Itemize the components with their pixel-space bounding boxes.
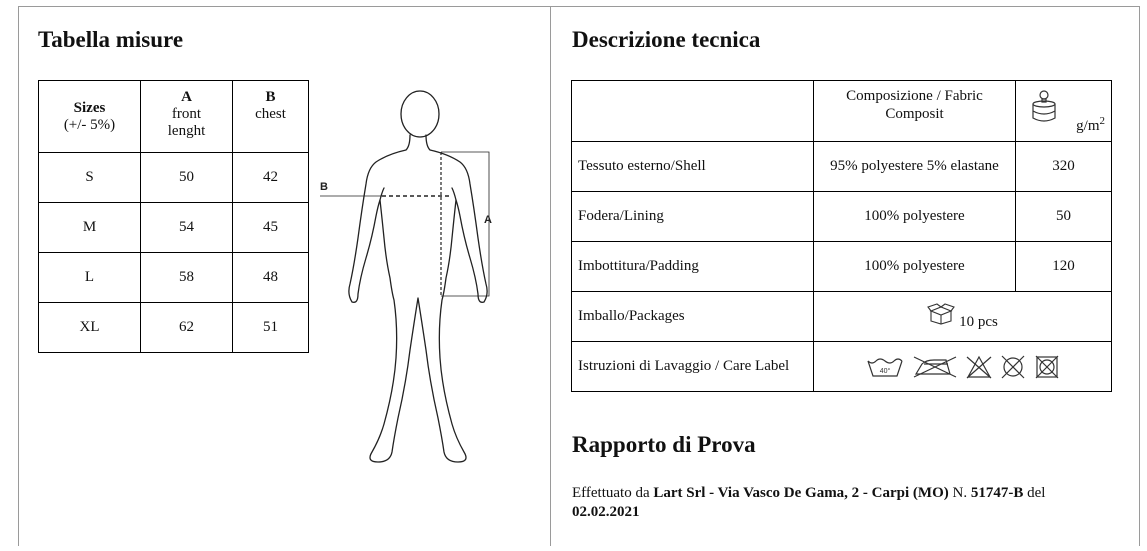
material-composition: 95% polyestere 5% elastane [814,142,1016,192]
no-bleach-icon [966,355,992,379]
care-icons-cell [814,342,1112,392]
material-composition: 100% polyestere [814,242,1016,292]
tech-table [571,80,1112,392]
table-row [572,142,1112,192]
front-length-cell: 62 [141,303,233,353]
packages-label: Imballo/Packages [572,292,814,342]
front-length-cell: 54 [141,203,233,253]
header-b-line1: chest [255,106,286,122]
table-row [39,253,309,303]
material-label: Fodera/Lining [572,192,814,242]
no-tumble-dry-icon [1034,355,1060,379]
report-text [572,484,1112,522]
svg-text:40°: 40° [879,367,890,375]
header-a-line2: lenght [167,123,206,139]
table-row [572,342,1112,392]
column-divider [550,6,551,546]
size-chart-title: Tabella misure [38,27,184,52]
size-cell: XL [39,303,141,353]
composition-header-line2: Composit [885,106,944,122]
chest-cell: 51 [233,303,309,353]
table-row [39,203,309,253]
body-measurement-figure [318,88,518,473]
report-prefix: Effettuato da [572,485,650,501]
measure-a-label: A [484,214,492,226]
material-composition: 100% polyestere [814,192,1016,242]
material-weight: 120 [1016,242,1112,292]
header-a-line1: front [171,106,202,122]
packages-value-cell [814,292,1112,342]
size-table [38,80,309,353]
table-row [572,192,1112,242]
weight-unit: $g/m^2$ [1076,115,1105,134]
front-length-cell: 50 [141,153,233,203]
material-label: Imbottitura/Padding [572,242,814,292]
report-number: 51747-B [970,485,1024,501]
table-row [39,303,309,353]
size-cell: M [39,203,141,253]
no-dry-clean-icon [1000,355,1026,379]
report-title: Rapporto di Prova [572,432,756,457]
tech-table-header [572,81,1112,142]
size-cell: S [39,153,141,203]
header-weight [1016,81,1112,142]
header-b-letter: B [265,89,276,105]
header-empty-cell [572,81,814,142]
report-date: 02.02.2021 [572,504,640,520]
packages-value: 10 pcs [959,314,998,330]
tech-description-title: Descrizione tecnica [572,27,761,52]
header-a [141,81,233,153]
report-number-prefix: N. [952,485,968,501]
measure-a-lines [441,152,489,296]
front-length-cell: 58 [141,253,233,303]
table-row [572,292,1112,342]
table-row [39,153,309,203]
report-date-prefix: del [1027,485,1046,501]
chest-cell: 45 [233,203,309,253]
material-weight: 50 [1016,192,1112,242]
material-label: Tessuto esterno/Shell [572,142,814,192]
care-label: Istruzioni di Lavaggio / Care Label [572,342,814,392]
chest-cell: 48 [233,253,309,303]
header-sizes-label: Sizes [73,99,106,116]
wash-40-icon [866,356,904,378]
header-sizes-note: (+/- 5%) [63,116,116,133]
header-composition [814,81,1016,142]
weight-icon [1028,89,1060,125]
header-a-letter: A [181,89,192,105]
composition-header-line1: Composizione / Fabric [846,88,983,104]
size-table-header [39,81,309,153]
box-icon [927,303,955,325]
header-sizes [39,81,141,153]
material-weight: 320 [1016,142,1112,192]
measure-b-label: B [320,181,328,193]
size-cell: L [39,253,141,303]
body-silhouette-icon [349,91,487,462]
header-b [233,81,309,153]
chest-cell: 42 [233,153,309,203]
no-iron-icon [912,355,958,379]
report-lab: Lart Srl - Via Vasco De Gama, 2 - Carpi (MO) [653,485,949,501]
table-row [572,242,1112,292]
